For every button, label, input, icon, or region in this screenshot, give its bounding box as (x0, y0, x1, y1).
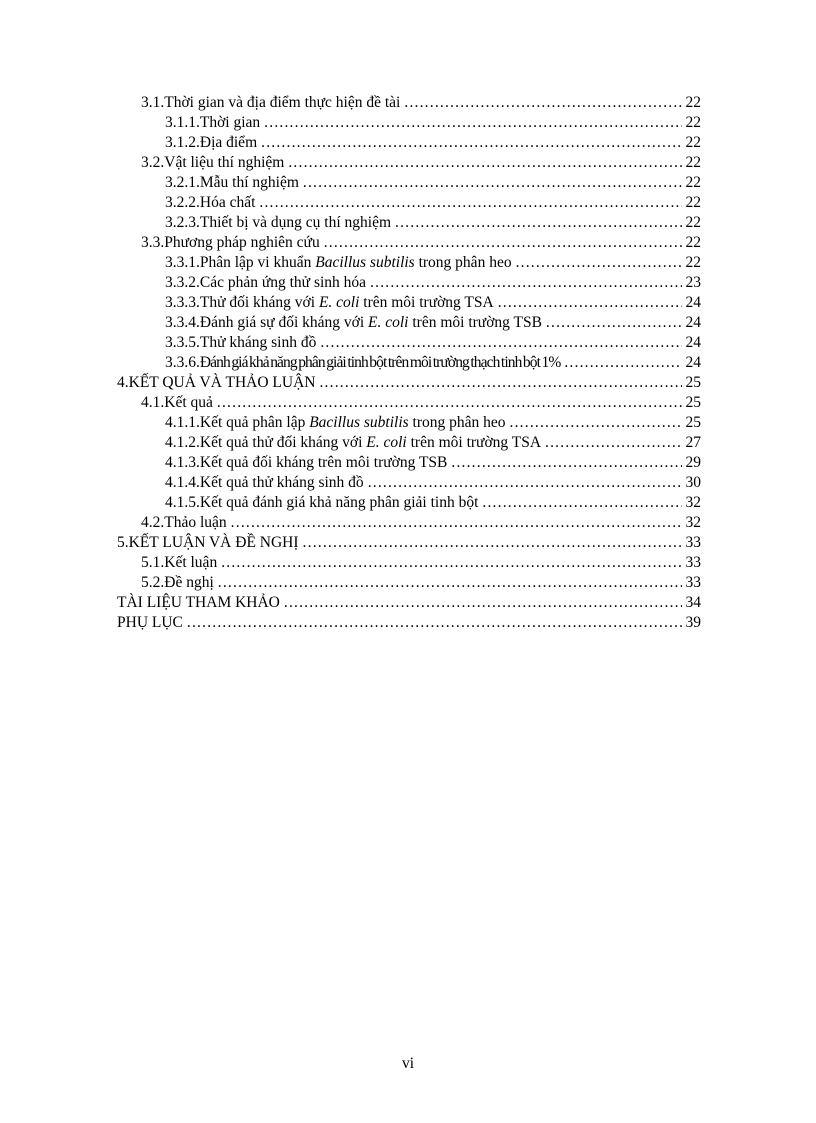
toc-entry-title: Các phản ứng thử sinh hóa (199, 274, 367, 291)
toc-entry-4[interactable] (117, 373, 701, 393)
toc-entry-3-3-3[interactable] (117, 293, 701, 313)
toc-leader-dots (324, 233, 682, 253)
toc-entry-title: Kết quả thử kháng sinh đồ (199, 474, 364, 491)
toc-entry-title: TÀI LIỆU THAM KHẢO (117, 594, 280, 611)
toc-leader-dots (546, 313, 682, 333)
toc-entry-title: Đánh giá sự đối kháng với E. coli trên môi trường TSB (199, 314, 542, 331)
toc-leader-dots (218, 573, 682, 593)
toc-entry-title: Đánh giá khả năng phân giải tinh bột trên môi trường thạch tinh bột 1% (199, 354, 561, 371)
toc-entry-page: 33 (685, 554, 701, 571)
toc-entry-page: 24 (685, 354, 701, 371)
toc-entry-number: 3.1.2. (165, 134, 200, 151)
toc-leader-dots (303, 533, 682, 553)
toc-entry-3-3-4[interactable] (117, 313, 701, 333)
toc-leader-dots (395, 213, 682, 233)
toc-entry-number: 5.1. (141, 554, 165, 571)
toc-entry-appendix[interactable] (117, 613, 701, 633)
toc-leader-dots (545, 433, 682, 453)
toc-entry-references[interactable] (117, 593, 701, 613)
toc-leader-dots (259, 193, 682, 213)
toc-entry-title: Thảo luận (164, 514, 227, 531)
toc-leader-dots (451, 453, 682, 473)
toc-entry-3-2-2[interactable] (117, 193, 701, 213)
toc-leader-dots (516, 253, 682, 273)
toc-entry-page: 33 (685, 534, 701, 551)
toc-entry-title: Thiết bị và dụng cụ thí nghiệm (199, 214, 392, 231)
toc-entry-page: 24 (685, 334, 701, 351)
toc-entry-number: 4.1.2. (165, 434, 200, 451)
toc-entry-number: 3.3. (141, 234, 165, 251)
toc-entry-page: 27 (685, 434, 701, 451)
toc-entry-title: Mẫu thí nghiệm (199, 174, 299, 191)
toc-entry-page: 32 (685, 494, 701, 511)
toc-entry-page: 22 (685, 214, 701, 231)
toc-entry-number: 3.2. (141, 154, 165, 171)
toc-entry-3-3-5[interactable] (117, 333, 701, 353)
toc-entry-page: 29 (685, 454, 701, 471)
toc-entry-number: 3.3.6. (165, 354, 200, 371)
toc-entry-page: 22 (685, 234, 701, 251)
toc-entry-number: 3.3.4. (165, 314, 200, 331)
toc-entry-page: 32 (685, 514, 701, 531)
toc-entry-page: 25 (685, 394, 701, 411)
toc-leader-dots (284, 593, 682, 613)
toc-entry-3-1[interactable] (117, 93, 701, 113)
toc-entry-title: KẾT LUẬN VÀ ĐỀ NGHỊ (128, 534, 299, 551)
toc-entry-title: Thử kháng sinh đồ (199, 334, 317, 351)
toc-entry-number: 3.3.1. (165, 254, 200, 271)
toc-entry-number: 4.1. (141, 394, 165, 411)
toc-entry-3-2[interactable] (117, 153, 701, 173)
toc-entry-5[interactable] (117, 533, 701, 553)
toc-entry-page: 22 (685, 114, 701, 131)
toc-entry-number: 3.1.1. (165, 114, 200, 131)
toc-entry-4-1-3[interactable] (117, 453, 701, 473)
toc-leader-dots (564, 353, 682, 373)
toc-entry-page: 22 (685, 94, 701, 111)
toc-entry-3-3-1[interactable] (117, 253, 701, 273)
toc-entry-number: 5. (117, 534, 129, 551)
toc-leader-dots (320, 333, 682, 353)
toc-entry-title: Thời gian (199, 114, 261, 131)
toc-leader-dots (482, 493, 682, 513)
toc-leader-dots (288, 153, 682, 173)
toc-entry-title: Kết quả đối kháng trên môi trường TSB (199, 454, 448, 471)
toc-entry-title: Kết quả phân lập Bacillus subtilis trong phân heo (199, 414, 506, 431)
toc-entry-page: 30 (685, 474, 701, 491)
toc-leader-dots (217, 393, 682, 413)
toc-entry-page: 34 (685, 594, 701, 611)
toc-leader-dots (319, 373, 682, 393)
toc-entry-number: 4.1.3. (165, 454, 200, 471)
toc-entry-3-2-1[interactable] (117, 173, 701, 193)
toc-entry-page: 22 (685, 154, 701, 171)
toc-leader-dots (404, 93, 682, 113)
toc-entry-page: 33 (685, 574, 701, 591)
toc-entry-number: 3.2.1. (165, 174, 200, 191)
toc-entry-title: Vật liệu thí nghiệm (164, 154, 285, 171)
toc-entry-number: 4.1.5. (165, 494, 200, 511)
toc-entry-page: 22 (685, 134, 701, 151)
toc-leader-dots (510, 413, 682, 433)
toc-entry-number: 3.3.3. (165, 294, 200, 311)
toc-entry-4-1-5[interactable] (117, 493, 701, 513)
toc-entry-4-1[interactable] (117, 393, 701, 413)
page-number: vi (401, 1055, 415, 1072)
toc-entry-page: 22 (685, 174, 701, 191)
toc-entry-5-2[interactable] (117, 573, 701, 593)
toc-entry-4-2[interactable] (117, 513, 701, 533)
toc-entry-number: 4.1.1. (165, 414, 200, 431)
toc-entry-number: 4.1.4. (165, 474, 200, 491)
toc-entry-title: Địa điểm (199, 134, 258, 151)
toc-entry-title: PHỤ LỤC (117, 614, 183, 631)
toc-entry-number: 3.1. (141, 94, 165, 111)
toc-entry-page: 24 (685, 294, 701, 311)
toc-entry-number: 4.2. (141, 514, 165, 531)
toc-entry-3-3-2[interactable] (117, 273, 701, 293)
toc-leader-dots (498, 293, 682, 313)
toc-entry-3-3-6[interactable] (117, 353, 701, 373)
toc-entry-page: 22 (685, 194, 701, 211)
toc-entry-4-1-1[interactable] (117, 413, 701, 433)
table-of-contents (117, 93, 701, 633)
toc-entry-page: 25 (685, 374, 701, 391)
toc-entry-page: 25 (685, 414, 701, 431)
toc-entry-5-1[interactable] (117, 553, 701, 573)
toc-entry-title: Phân lập vi khuẩn Bacillus subtilis trong phân heo (199, 254, 512, 271)
toc-leader-dots (221, 553, 682, 573)
toc-entry-number: 5.2. (141, 574, 165, 591)
toc-leader-dots (261, 133, 682, 153)
toc-entry-title: KẾT QUẢ VÀ THẢO LUẬN (128, 374, 316, 391)
toc-leader-dots (368, 473, 682, 493)
toc-leader-dots (303, 173, 682, 193)
toc-entry-number: 3.2.3. (165, 214, 200, 231)
toc-entry-title: Thử đối kháng với E. coli trên môi trường TSA (199, 294, 494, 311)
toc-leader-dots (370, 273, 682, 293)
toc-entry-title: Kết quả đánh giá khả năng phân giải tinh bột (199, 494, 479, 511)
toc-entry-3-3[interactable] (117, 233, 701, 253)
toc-leader-dots (264, 113, 682, 133)
toc-entry-4-1-4[interactable] (117, 473, 701, 493)
toc-entry-title: Đề nghị (164, 574, 214, 591)
toc-entry-3-1-1[interactable] (117, 113, 701, 133)
toc-leader-dots (187, 613, 682, 633)
toc-entry-title: Phương pháp nghiên cứu (164, 234, 320, 251)
toc-entry-number: 3.2.2. (165, 194, 200, 211)
toc-entry-title: Kết quả thử đối kháng với E. coli trên môi trường TSA (199, 434, 542, 451)
toc-entry-number: 3.3.2. (165, 274, 200, 291)
toc-leader-dots (231, 513, 682, 533)
toc-entry-number: 3.3.5. (165, 334, 200, 351)
toc-entry-4-1-2[interactable] (117, 433, 701, 453)
toc-entry-title: Hóa chất (199, 194, 256, 211)
toc-entry-page: 39 (685, 614, 701, 631)
toc-entry-page: 23 (685, 274, 701, 291)
toc-entry-number: 4. (117, 374, 129, 391)
toc-entry-page: 24 (685, 314, 701, 331)
toc-entry-3-1-2[interactable] (117, 133, 701, 153)
toc-entry-page: 22 (685, 254, 701, 271)
toc-entry-title: Thời gian và địa điểm thực hiện đề tài (164, 94, 401, 111)
toc-entry-title: Kết luận (164, 554, 218, 571)
toc-entry-title: Kết quả (164, 394, 213, 411)
toc-entry-3-2-3[interactable] (117, 213, 701, 233)
